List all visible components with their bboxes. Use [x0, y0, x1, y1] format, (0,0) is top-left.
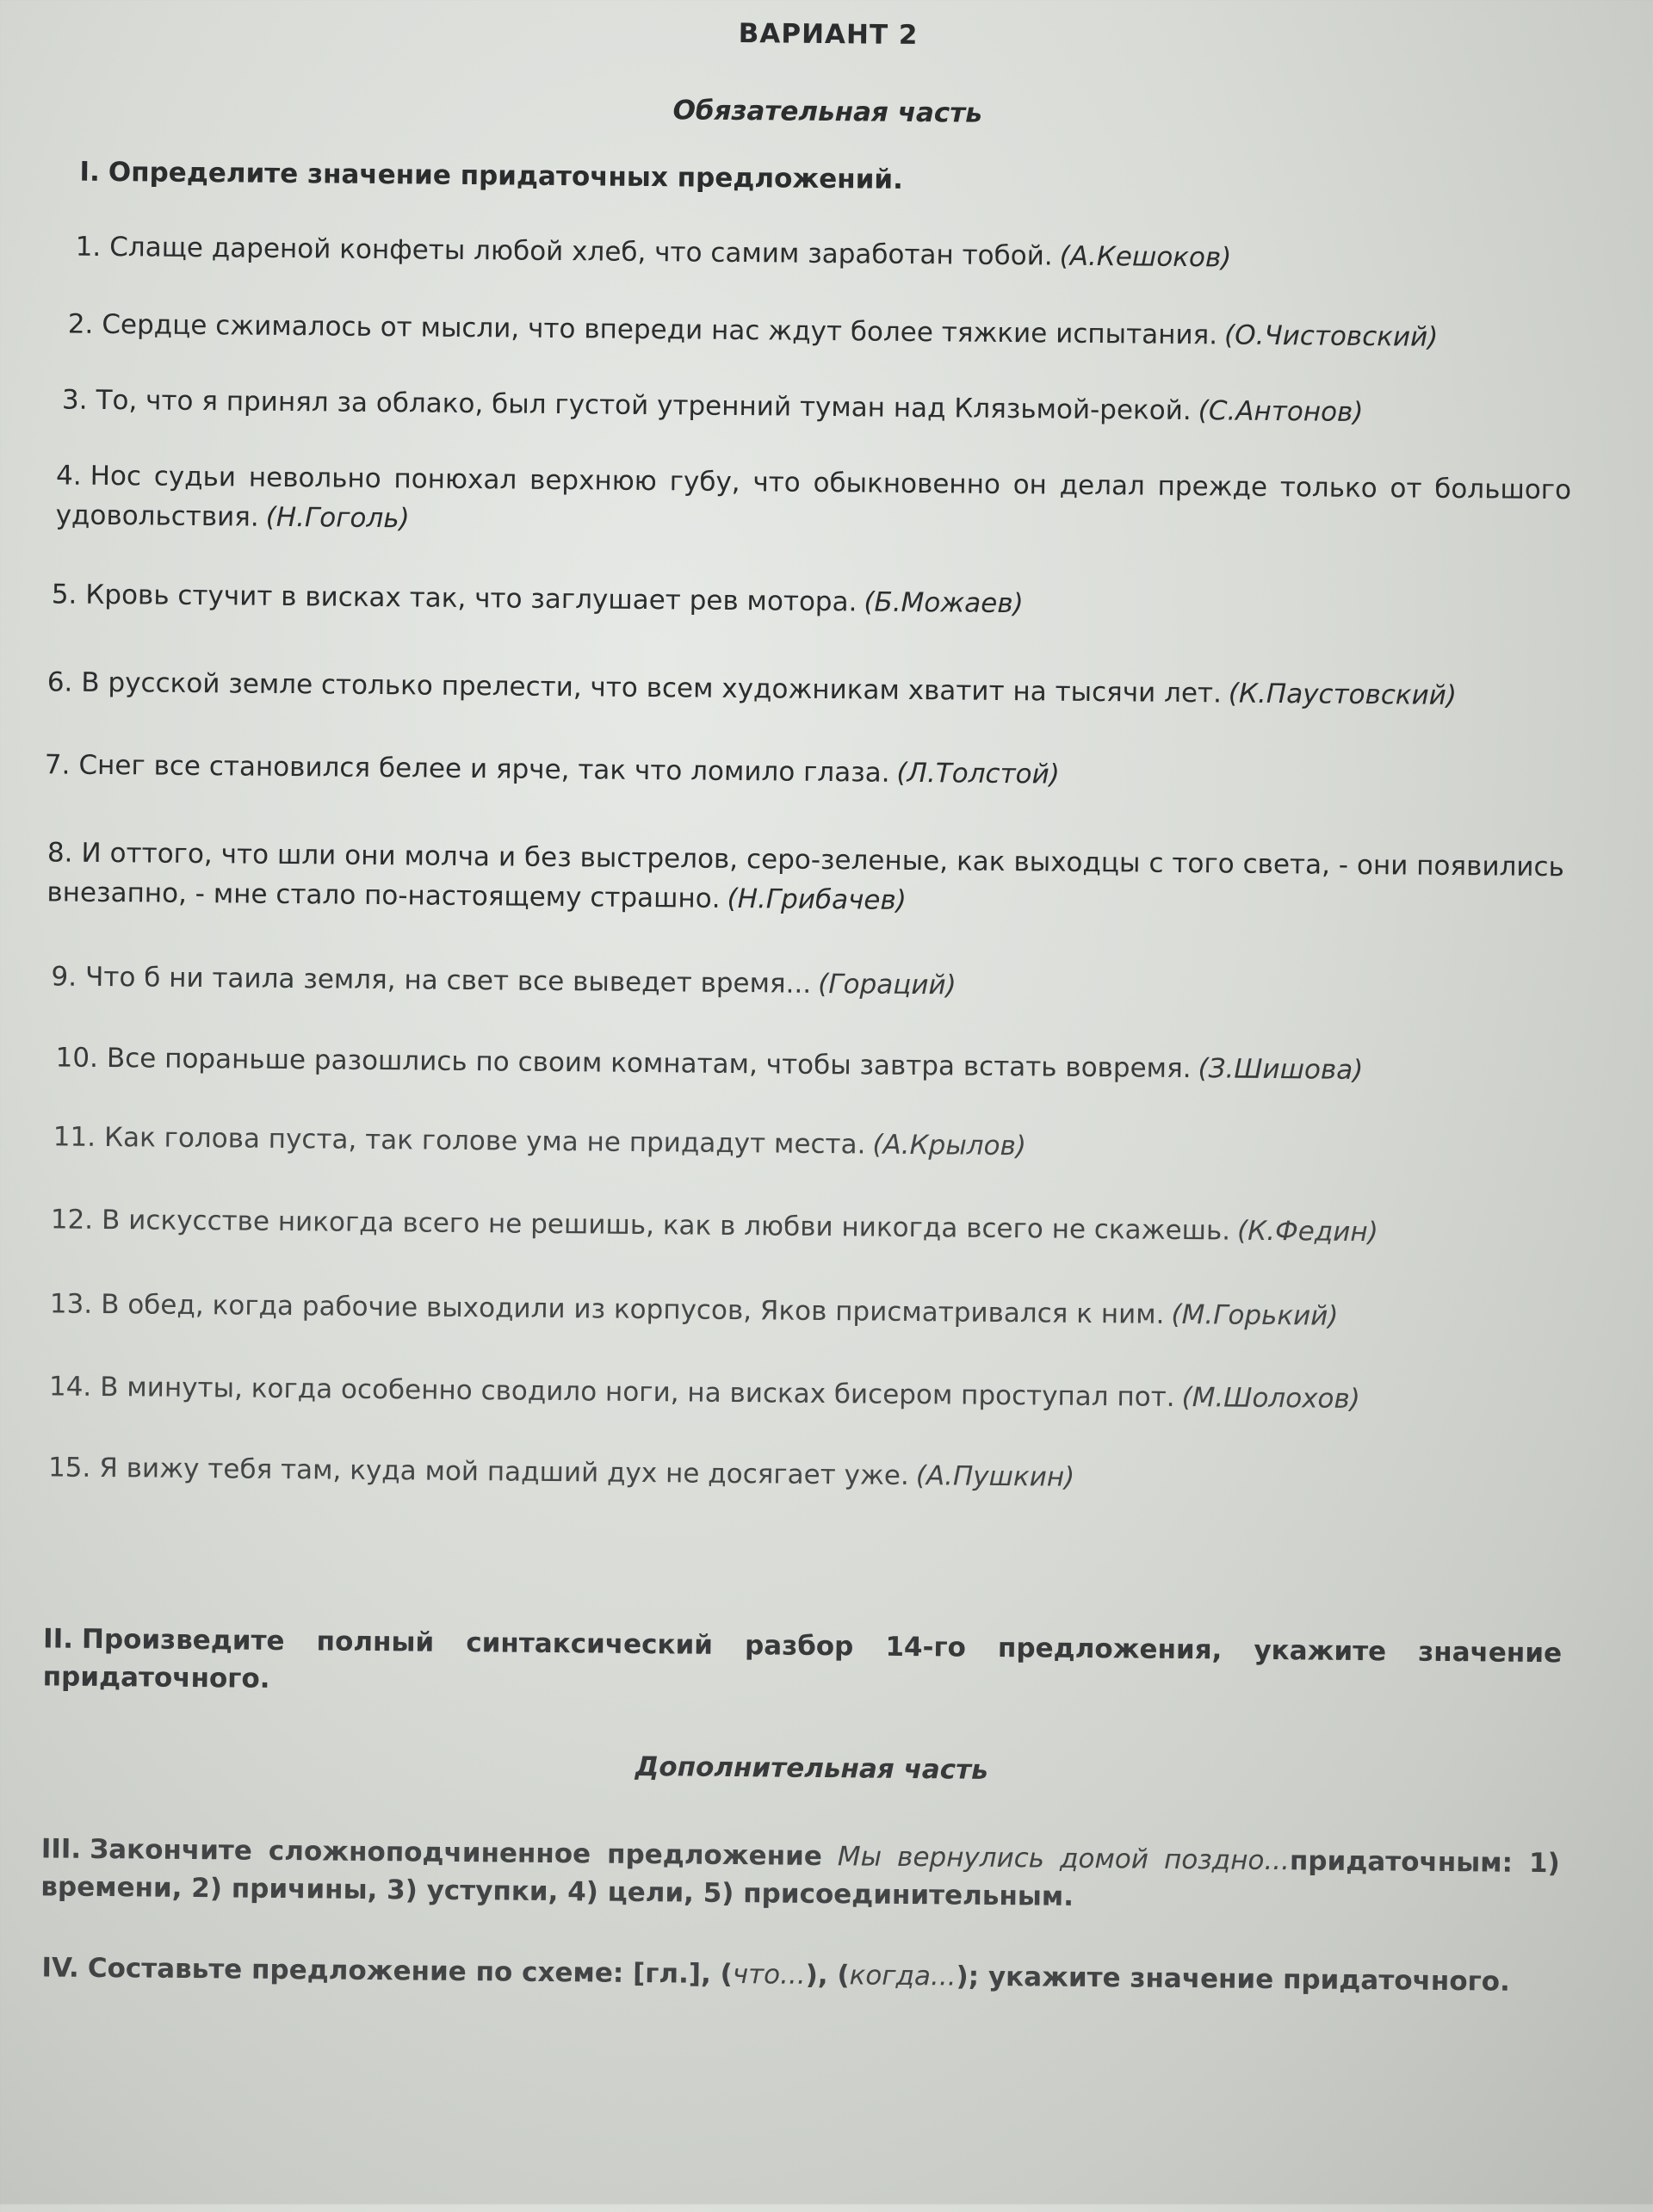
task-3-text-before: Закончите сложноподчиненное предложение [90, 1833, 823, 1873]
item-number: 15. [47, 1452, 91, 1484]
task-2-number: II. [42, 1623, 74, 1655]
task-4 [41, 1949, 1558, 2001]
item-text: Нос судьи невольно понюхал верхнюю губу, что обыкновенно он делал прежде только от большого удовольствия. [55, 460, 1572, 533]
item-text: Слаще дареной конфеты любой хлеб, что самим заработан тобой. [109, 232, 1053, 272]
mandatory-part-heading: Обязательная часть [672, 95, 983, 129]
item-text: В минуты, когда особенно сводило ноги, на висках бисером проступал пот. [100, 1371, 1175, 1413]
task-3 [40, 1830, 1560, 1920]
list-item [45, 745, 1560, 799]
item-number: 9. [51, 961, 77, 993]
list-item [48, 1447, 1563, 1502]
item-text: Я вижу тебя там, куда мой падший дух не досягает уже. [99, 1452, 909, 1491]
item-text: Что б ни таила земля, на свет все выведет время... [84, 961, 812, 1000]
item-author: (З.Шишова) [1198, 1053, 1364, 1087]
item-text: В русской земле столько прелести, что всем художникам хватит на тысячи лет. [81, 666, 1223, 709]
item-text: Снег все становился белее и ярче, так что ломило глаза. [78, 749, 890, 789]
item-text: Кровь стучит в висках так, что заглушает рев мотора. [85, 579, 857, 618]
item-number: 1. [75, 231, 102, 263]
item-text: Сердце сжималось от мысли, что впереди нас ждут более тяжкие испытания. [102, 308, 1218, 351]
variant-title: ВАРИАНТ 2 [738, 18, 919, 52]
task-4-text-middle: ), ( [805, 1959, 850, 1992]
task-1-title: Определите значение придаточных предложений. [108, 156, 904, 195]
task-3-text-after: придаточным: 1) времени, 2) причины, 3) уступки, 4) цели, 5) присоединительным. [40, 1845, 1560, 1912]
task-4-text-before: Составьте предложение по схеме: [гл.], ( [87, 1952, 733, 1991]
item-author: (К.Паустовский) [1228, 678, 1458, 712]
item-number: 14. [48, 1371, 92, 1403]
additional-part-heading: Дополнительная часть [635, 1750, 988, 1786]
item-author: (Л.Толстой) [896, 757, 1060, 790]
item-number: 11. [53, 1121, 96, 1153]
task-3-number: III. [40, 1833, 82, 1865]
list-item [49, 1366, 1564, 1421]
item-author: (М.Горький) [1171, 1298, 1339, 1332]
item-number: 6. [46, 666, 73, 698]
item-number: 7. [44, 749, 71, 781]
item-author: (Б.Можаев) [864, 586, 1024, 620]
list-item [52, 574, 1567, 629]
item-author: (Н.Гоголь) [265, 501, 410, 535]
list-item [53, 1117, 1569, 1171]
list-item [55, 455, 1571, 549]
item-text: Все пораньше разошлись по своим комнатам, чтобы завтра встать вовремя. [106, 1043, 1192, 1085]
list-item [55, 1038, 1570, 1092]
item-text: То, что я принял за облако, был густой утренний туман над Клязьмой-рекой. [96, 384, 1192, 427]
item-author: (О.Чистовский) [1223, 319, 1439, 353]
item-author: (М.Шолохов) [1181, 1382, 1361, 1416]
item-number: 10. [55, 1042, 99, 1074]
list-item [51, 1199, 1566, 1254]
item-text: В искусстве никогда всего не решишь, как в любви никогда всего не скажешь. [101, 1204, 1231, 1247]
list-item [50, 1284, 1565, 1338]
list-item [68, 305, 1583, 359]
item-number: 4. [55, 460, 82, 492]
task-4-scheme-2: когда... [849, 1960, 957, 1992]
task-4-text-after: ); укажите значение придаточного. [956, 1961, 1511, 1998]
item-text: И оттого, что шли они молча и без выстрелов, серо-зеленые, как выходцы с того света, - они появились внезапно, - мне стало по-настоящему страшно. [46, 837, 1565, 914]
task-1-number: I. [79, 156, 100, 188]
item-number: 2. [67, 308, 94, 340]
list-item [62, 380, 1577, 434]
item-author: (Гораций) [818, 968, 957, 1001]
task-4-scheme-1: что... [732, 1959, 806, 1991]
item-number: 3. [61, 384, 88, 416]
task-2 [43, 1620, 1563, 1710]
item-text: В обед, когда рабочие выходили из корпусов, Яков присматривался к ним. [101, 1288, 1165, 1330]
item-author: (А.Крылов) [872, 1129, 1027, 1162]
task-4-number: IV. [41, 1952, 79, 1984]
item-author: (Н.Грибачев) [727, 883, 907, 916]
item-author: (А.Кешоков) [1059, 240, 1232, 274]
task-1-heading [79, 153, 1577, 206]
list-item [51, 957, 1566, 1011]
item-author: (К.Федин) [1236, 1215, 1378, 1249]
item-text: Как голова пуста, так голове ума не придадут места. [103, 1121, 866, 1161]
list-item [47, 662, 1563, 716]
task-2-text: Произведите полный синтаксический разбор 14-го предложения, укажите значение придаточного. [42, 1623, 1563, 1695]
item-number: 8. [46, 837, 73, 869]
list-item [75, 227, 1590, 282]
list-item [46, 833, 1564, 926]
task-3-sentence: Мы вернулись домой поздно... [837, 1841, 1291, 1877]
item-number: 12. [50, 1204, 94, 1236]
item-number: 13. [49, 1288, 93, 1320]
item-author: (С.Антонов) [1198, 395, 1364, 428]
item-number: 5. [51, 579, 77, 610]
item-author: (А.Пушкин) [915, 1460, 1075, 1493]
